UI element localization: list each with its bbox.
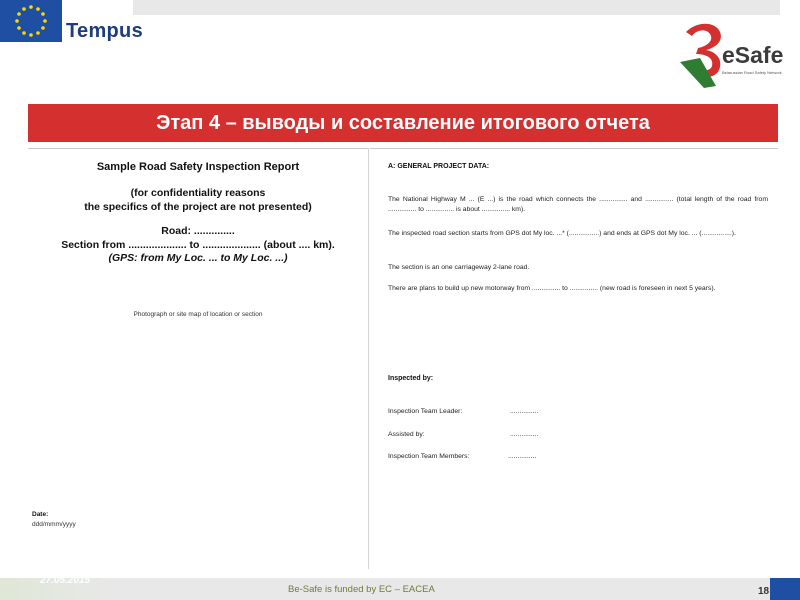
assisted-by-label: Assisted by: <box>388 431 425 438</box>
esafe-logo-subtitle: Belarussian Road Safety Network <box>722 70 782 75</box>
date-format: ddd/mmm/yyyy <box>32 521 76 528</box>
report-left-column <box>28 148 369 569</box>
team-leader-label: Inspection Team Leader: <box>388 408 463 415</box>
project-paragraph-2: The inspected road section starts from GPS dot My loc. ...* (................) and ends at GPS dot My loc. ... (................). <box>388 230 736 237</box>
assisted-by-value: ............... <box>510 431 539 438</box>
project-paragraph-1: The National Highway M ... (E ...) is the road which connects the ............... and ............... (total length of the road from ............... to ............... is about ............... km). <box>388 196 768 213</box>
project-paragraph-3: The section is an one carriageway 2-lane road. <box>388 264 530 271</box>
confidentiality-note-line-1: (for confidentiality reasons <box>130 187 266 199</box>
report-heading: Sample Road Safety Inspection Report <box>96 161 300 173</box>
team-leader-value: ............... <box>510 408 539 415</box>
tempus-logo-text: Tempus <box>66 20 143 42</box>
team-members-value: ............... <box>508 453 537 460</box>
report-right-column <box>370 148 778 569</box>
title-banner <box>28 104 778 142</box>
general-data-heading: A: GENERAL PROJECT DATA: <box>388 163 490 170</box>
top-decor-bar <box>133 0 780 15</box>
esafe-logo-text: eSafe <box>722 42 784 68</box>
page-number-box <box>770 578 800 600</box>
footer-funding-note: Be-Safe is funded by EC – EACEA <box>288 584 435 595</box>
date-label: Date: <box>32 511 49 518</box>
eu-flag-logo <box>0 0 62 42</box>
slide-title: Этап 4 – выводы и составление итогового отчета <box>156 112 650 134</box>
road-line: Road: .............. <box>161 225 235 237</box>
team-members-label: Inspection Team Members: <box>388 453 470 460</box>
photo-caption: Photograph or site map of location or section <box>133 311 263 318</box>
project-paragraph-4: There are plans to build up new motorway from ............... to ............... (new road is foreseen in next 5 years). <box>388 285 716 292</box>
section-line: Section from .................... to .................... (about .... km). <box>61 239 335 251</box>
inspected-by-heading: Inspected by: <box>388 375 434 382</box>
footer-date: 27.05.2015 <box>40 575 91 586</box>
gps-line: (GPS: from My Loc. ... to My Loc. ...) <box>108 252 288 264</box>
page-number: 18 <box>758 586 770 597</box>
confidentiality-note-line-2: the specifics of the project are not presented) <box>84 201 312 213</box>
